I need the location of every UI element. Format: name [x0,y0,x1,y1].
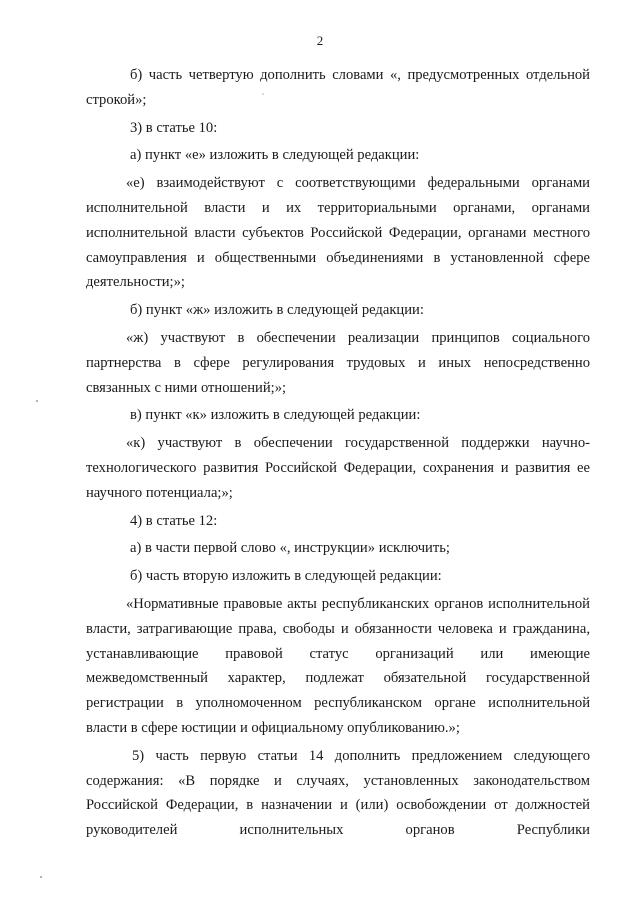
scan-speck [40,876,42,878]
paragraph-article-10-heading: 3) в статье 10: [130,119,218,136]
paragraph-item-e-text: «е) взаимодействуют с соответствующими федеральными органами исполнительной власти и их территориальными органами, органами исполнительной власти субъектов Российской Федерации, органами местного самоуправления и общественными объединениями в установленной сфере деятельности;»; [86,175,590,291]
paragraph-item-k-intro: в) пункт «к» изложить в следующей редакции: [130,407,421,424]
paragraph-item-e-intro: а) пункт «е» изложить в следующей редакции: [130,147,420,164]
paragraph-item-zh-text: «ж) участвуют в обеспечении реализации принципов социального партнерства в сфере регулирования трудовых и иных непосредственно связанных с ними отношений;»; [86,329,590,396]
paragraph-part-2-text: «Нормативные правовые акты республиканских органов исполнительной власти, затрагивающие права, свободы и обязанности человека и гражданина, устанавливающие правовой статус организаций или имеющие межведомственный характер, подлежат обязательной государственной регистрации в уполномоченном республиканском органе исполнительной власти в сфере юстиции и официальному опубликованию.»; [86,595,590,736]
paragraph-part-2-intro: б) часть вторую изложить в следующей редакции: [130,568,442,585]
paragraph-part-4-amendment: б) часть четвертую дополнить словами «, предусмотренных отдельной строкой»; [86,67,590,108]
page-number: 2 [316,33,324,48]
paragraph-item-k-text: «к) участвуют в обеспечении государственной поддержки научно-технологического развития Российской Федерации, сохранения и развития ее научного потенциала;»; [86,435,590,501]
document-body [86,63,590,843]
paragraph-part-1-amendment: а) в части первой слово «, инструкции» исключить; [130,540,450,557]
paragraph-item-zh-intro: б) пункт «ж» изложить в следующей редакции: [130,302,424,319]
scan-speck [36,400,38,402]
paragraph-article-14-amendment: 5) часть первую статьи 14 дополнить предложением следующего содержания: «В порядке и случаях, установленных законодательством Российской Федерации, в назначении и (или) освобождении от должностей руководителей исполнительных органов Республики [86,747,590,839]
paragraph-article-12-heading: 4) в статье 12: [130,512,218,529]
scan-speck [262,93,264,95]
